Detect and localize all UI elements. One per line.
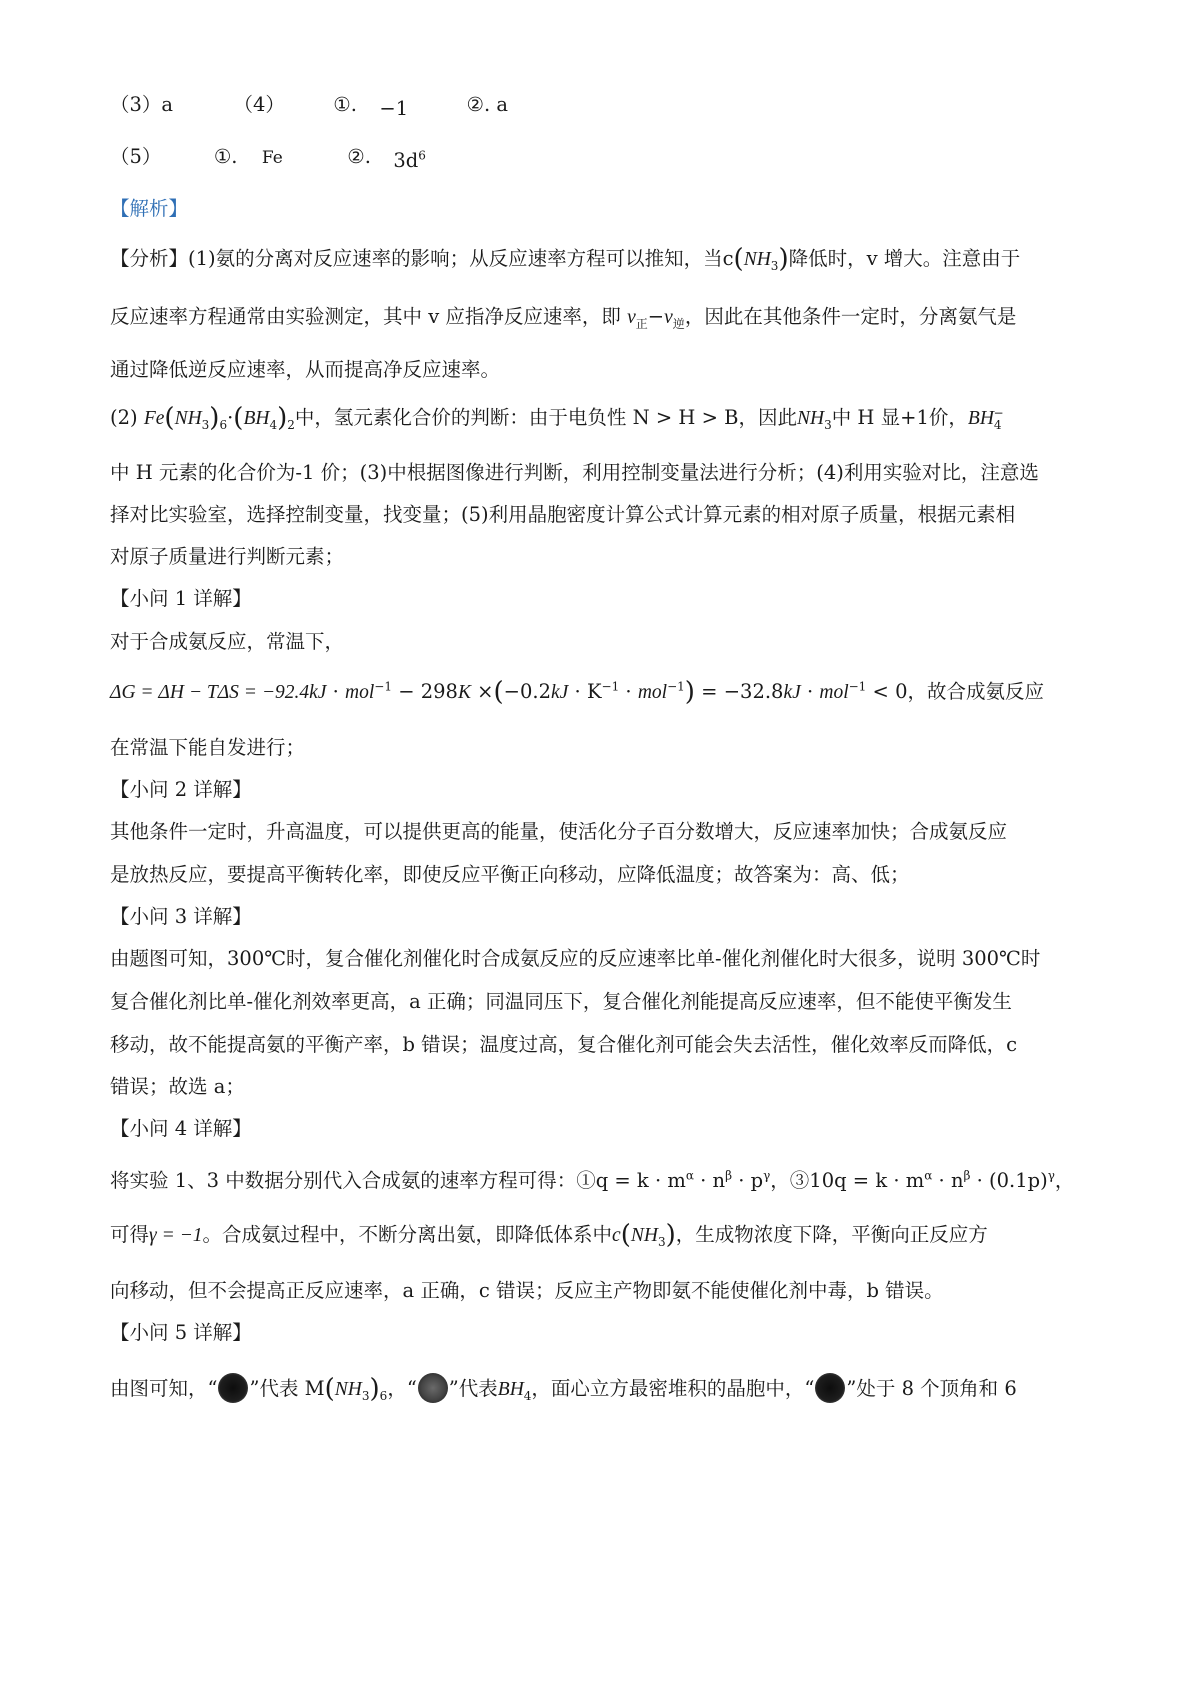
- answer-5-part1: ①.: [213, 145, 238, 168]
- q3-line-4: 错误；故选 a；: [110, 1075, 245, 1098]
- black-sphere-icon: [815, 1373, 845, 1403]
- part2-line-3: 择对比实验室，选择控制变量，找变量；(5)利用晶胞密度计算公式计算元素的相对原子质量，根据元素相: [110, 503, 1016, 526]
- q1-line-3: 在常温下能自发进行；: [110, 736, 306, 759]
- q1-equation-line: $\Delta G = \Delta H - T\Delta S = -92.4kJ \cdot mol^{-1} - 298K \times(-0.2kJ \cdot K^{-1} \cdot mol^{-1}) = -32.8kJ \cdot mol^{-1} < 0$，故合成氨反应: [110, 677, 1044, 707]
- analysis-line-1: 【分析】(1)氨的分离对反应速率的影响；从反应速率方程可以推知，当$c(NH_3)$降低时，v 增大。注意由于: [110, 244, 1021, 274]
- answer-5-part2-value: $3d^6$: [393, 148, 426, 172]
- answer-line-5: [110, 142, 1100, 173]
- answer-4-label: （4）: [233, 93, 285, 116]
- q2-line-2: 是放热反应，要提高平衡转化率，即使反应平衡正向移动，应降低温度；故答案为：高、低；: [110, 863, 910, 886]
- q5-title: 【小问 5 详解】: [110, 1321, 252, 1344]
- section-title-jiexi: 【解析】: [110, 197, 189, 220]
- answer-4-part1-value: −1: [379, 97, 409, 120]
- q3-title: 【小问 3 详解】: [110, 905, 252, 928]
- q2-line-1: 其他条件一定时，升高温度，可以提供更高的能量，使活化分子百分数增大，反应速率加快；合成氨反应: [110, 820, 1008, 843]
- q5-line-1: 由图可知，“ ”代表 $M(NH_3)_6$，“ ”代表$BH_4$，面心立方最密堆积的晶胞中，“ ”处于 8 个顶角和 6: [110, 1374, 1017, 1404]
- part2-line-2: 中 H 元素的化合价为-1 价；(3)中根据图像进行判断，利用控制变量法进行分析；(4)利用实验对比，注意选: [110, 461, 1039, 484]
- gray-sphere-icon: [418, 1373, 448, 1403]
- q4-title: 【小问 4 详解】: [110, 1117, 252, 1140]
- answer-3: （3）a: [110, 93, 174, 116]
- analysis-line-2: 反应速率方程通常由实验测定，其中 v 应指净反应速率，即 $v_正-v_逆$，因此在其他条件一定时，分离氨气是: [110, 305, 1017, 331]
- q1-line-1: 对于合成氨反应，常温下，: [110, 630, 345, 653]
- q1-title: 【小问 1 详解】: [110, 587, 252, 610]
- q2-title: 【小问 2 详解】: [110, 778, 252, 801]
- q4-line-1: 将实验 1、3 中数据分别代入合成氨的速率方程可得：①q = $k \cdot m^\alpha \cdot n^\beta \cdot p^\gamma$，③10q = $k \cdot m^\alpha \cdot n^\beta \cdot (0.1p)^\gamma$，: [110, 1168, 1075, 1192]
- q4-line-3: 向移动，但不会提高正反应速率，a 正确，c 错误；反应主产物即氨不能使催化剂中毒，b 错误。: [110, 1279, 944, 1302]
- analysis-line-3: 通过降低逆反应速率，从而提高净反应速率。: [110, 358, 501, 381]
- answer-5-label: （5）: [110, 145, 162, 168]
- answer-line-3-4: [110, 90, 1100, 120]
- q3-line-1: 由题图可知，300℃时，复合催化剂催化时合成氨反应的反应速率比单-催化剂催化时大很多，说明 300℃时: [110, 947, 1041, 970]
- black-sphere-icon: [218, 1373, 248, 1403]
- part2-line-4: 对原子质量进行判断元素；: [110, 545, 345, 568]
- part2-line-1: (2) $Fe(NH_3)_6\cdot(BH_4)_2$中，氢元素化合价的判断：由于电负性 N > H > B，因此$NH_3$中 H 显+1价，$BH_4^-$: [110, 403, 1004, 433]
- q3-line-3: 移动，故不能提高氨的平衡产率，b 错误；温度过高，复合催化剂可能会失去活性，催化效率反而降低，c: [110, 1033, 1018, 1056]
- answer-5-part2: ②.: [347, 145, 371, 168]
- q3-line-2: 复合催化剂比单-催化剂效率更高，a 正确；同温同压下，复合催化剂能提高反应速率，但不能使平衡发生: [110, 990, 1012, 1013]
- answer-4-part2: ②. a: [466, 93, 509, 116]
- answer-4-part1: ①.: [333, 93, 357, 116]
- q4-line-2: 可得γ = −1。合成氨过程中，不断分离出氨，即降低体系中$c(NH_3)$，生成物浓度下降，平衡向正反应方: [110, 1220, 988, 1250]
- answer-5-part1-value: Fe: [261, 148, 283, 168]
